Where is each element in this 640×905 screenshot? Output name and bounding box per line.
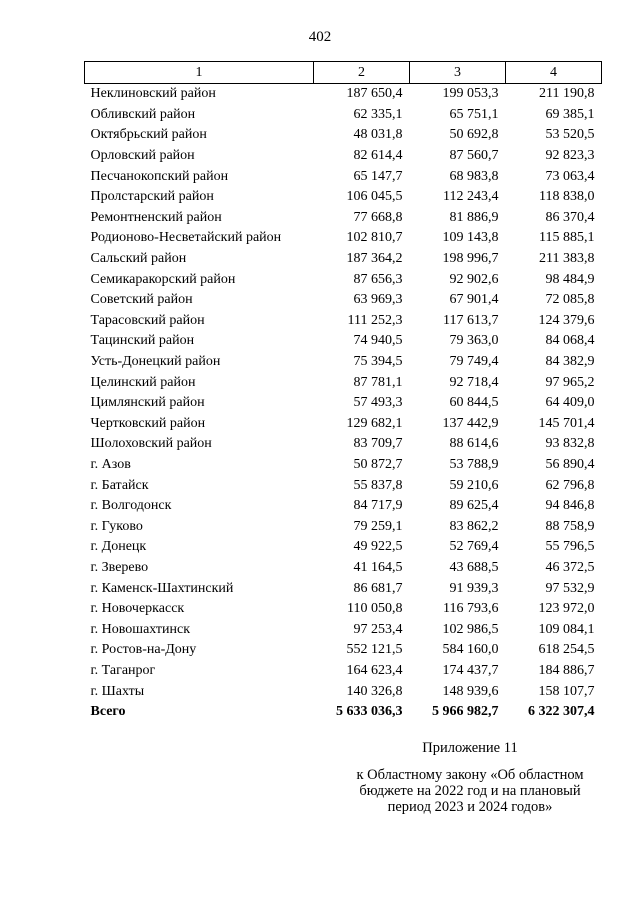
amount-cell-col-4: 211 190,8	[539, 86, 595, 102]
municipality-name-cell: Целинский район	[90, 374, 196, 390]
municipality-name-cell: Семикаракорский район	[90, 271, 236, 287]
table-row	[85, 84, 602, 105]
amount-cell-col-2: 48 031,8	[353, 127, 403, 143]
header-col-3: 3	[410, 62, 506, 84]
amount-cell-col-4: 86 370,4	[545, 209, 595, 225]
amount-cell-col-3: 198 996,7	[442, 251, 499, 267]
municipality-name-cell: г. Новочеркасск	[90, 601, 185, 617]
header-col-2: 2	[314, 62, 410, 84]
amount-cell-col-3: 79 363,0	[449, 333, 499, 349]
municipality-name-cell: Родионово-Несветайский район	[90, 230, 282, 246]
total-row	[85, 702, 602, 723]
amount-cell-col-3: 59 210,6	[449, 477, 499, 493]
amount-cell-col-2: 74 940,5	[353, 333, 403, 349]
amount-cell-col-4: 55 796,5	[545, 539, 595, 555]
amount-cell-col-2: 84 717,9	[353, 498, 403, 514]
table-body	[85, 84, 602, 723]
amount-cell-col-2: 75 394,5	[353, 354, 403, 370]
budget-table-container	[84, 61, 601, 722]
appendix-line: бюджете на 2022 год и на плановый	[359, 783, 581, 799]
municipality-name-cell: Тарасовский район	[90, 312, 205, 328]
table-row	[85, 208, 602, 229]
table-row	[85, 496, 602, 517]
amount-cell-col-2: 106 045,5	[346, 189, 403, 205]
amount-cell-col-3: 87 560,7	[449, 148, 499, 164]
amount-cell-col-4: 46 372,5	[545, 559, 595, 575]
amount-cell-col-3: 53 788,9	[449, 456, 499, 472]
amount-cell-col-4: 72 085,8	[545, 292, 595, 308]
municipality-name-cell: Октябрьский район	[90, 127, 207, 143]
amount-cell-col-2: 41 164,5	[353, 559, 403, 575]
amount-cell-col-4: 84 068,4	[545, 333, 595, 349]
municipality-name-cell: г. Каменск-Шахтинский	[90, 580, 234, 596]
table-row	[85, 681, 602, 702]
municipality-name-cell: Тацинский район	[90, 333, 195, 349]
amount-cell-col-4: 94 846,8	[545, 498, 595, 514]
amount-cell-col-2: 164 623,4	[346, 662, 403, 678]
municipality-name-cell: г. Батайск	[90, 477, 149, 493]
municipality-name-cell: г. Шахты	[90, 683, 145, 699]
table-row	[85, 599, 602, 620]
amount-cell-col-3: 81 886,9	[449, 209, 499, 225]
amount-cell-col-4: 115 885,1	[539, 230, 595, 246]
budget-table	[84, 61, 602, 722]
table-row	[85, 228, 602, 249]
amount-cell-col-2: 62 335,1	[353, 106, 403, 122]
amount-cell-col-3: 88 614,6	[449, 436, 499, 452]
municipality-name-cell: Цимлянский район	[90, 395, 205, 411]
amount-cell-col-2: 86 681,7	[353, 580, 403, 596]
amount-cell-col-2: 79 259,1	[353, 518, 403, 534]
table-row	[85, 311, 602, 332]
amount-cell-col-2: 552 121,5	[346, 642, 403, 658]
amount-cell-col-2: 187 650,4	[346, 86, 403, 102]
amount-cell-col-3: 148 939,6	[442, 683, 499, 699]
table-row	[85, 331, 602, 352]
amount-cell-col-4: 211 383,8	[539, 251, 595, 267]
amount-cell-col-2: 55 837,8	[353, 477, 403, 493]
table-row	[85, 414, 602, 435]
amount-cell-col-4: 53 520,5	[545, 127, 595, 143]
municipality-name-cell: Чертковский район	[90, 415, 206, 431]
table-row	[85, 578, 602, 599]
amount-cell-col-3: 92 718,4	[449, 374, 499, 390]
municipality-name-cell: г. Новошахтинск	[90, 621, 191, 637]
table-row	[85, 352, 602, 373]
amount-cell-col-3: 112 243,4	[443, 189, 499, 205]
amount-cell-col-2: 102 810,7	[346, 230, 403, 246]
amount-cell-col-2: 65 147,7	[353, 168, 403, 184]
amount-cell-col-3: 67 901,4	[449, 292, 499, 308]
amount-cell-col-4: 98 484,9	[545, 271, 595, 287]
table-row	[85, 475, 602, 496]
amount-cell-col-2: 77 668,8	[353, 209, 403, 225]
municipality-name-cell: Всего	[90, 704, 126, 720]
amount-cell-col-3: 102 986,5	[442, 621, 499, 637]
amount-cell-col-2: 83 709,7	[353, 436, 403, 452]
amount-cell-col-2: 82 614,4	[353, 148, 403, 164]
table-row	[85, 619, 602, 640]
amount-cell-col-4: 109 084,1	[538, 621, 595, 637]
amount-cell-col-2: 87 656,3	[353, 271, 403, 287]
municipality-name-cell: г. Азов	[90, 456, 131, 472]
amount-cell-col-2: 5 633 036,3	[336, 704, 403, 720]
amount-cell-col-3: 174 437,7	[442, 662, 499, 678]
municipality-name-cell: г. Донецк	[90, 539, 147, 555]
municipality-name-cell: Советский район	[90, 292, 193, 308]
amount-cell-col-3: 43 688,5	[449, 559, 499, 575]
amount-cell-col-3: 52 769,4	[449, 539, 499, 555]
table-row	[85, 187, 602, 208]
amount-cell-col-4: 69 385,1	[545, 106, 595, 122]
appendix-title: Приложение 11	[422, 740, 518, 756]
amount-cell-col-3: 584 160,0	[442, 642, 499, 658]
amount-cell-col-2: 129 682,1	[346, 415, 403, 431]
municipality-name-cell: Сальский район	[90, 251, 187, 267]
appendix-line: к Областному закону «Об областном	[356, 767, 584, 783]
amount-cell-col-4: 145 701,4	[538, 415, 595, 431]
amount-cell-col-2: 187 364,2	[346, 251, 403, 267]
municipality-name-cell: Неклиновский район	[90, 86, 216, 102]
table-row	[85, 105, 602, 126]
municipality-name-cell: Усть-Донецкий район	[90, 354, 221, 370]
amount-cell-col-2: 111 252,3	[347, 312, 403, 328]
amount-cell-col-3: 65 751,1	[449, 106, 499, 122]
header-col-4: 4	[506, 62, 602, 84]
amount-cell-col-3: 137 442,9	[442, 415, 499, 431]
municipality-name-cell: г. Ростов-на-Дону	[90, 642, 197, 658]
amount-cell-col-2: 57 493,3	[353, 395, 403, 411]
amount-cell-col-3: 109 143,8	[442, 230, 499, 246]
amount-cell-col-4: 97 965,2	[545, 374, 595, 390]
amount-cell-col-2: 49 922,5	[353, 539, 403, 555]
amount-cell-col-3: 5 966 982,7	[432, 704, 499, 720]
amount-cell-col-4: 88 758,9	[545, 518, 595, 534]
amount-cell-col-3: 79 749,4	[449, 354, 499, 370]
table-row	[85, 393, 602, 414]
municipality-name-cell: г. Таганрог	[90, 662, 156, 678]
municipality-name-cell: Обливский район	[90, 106, 196, 122]
amount-cell-col-3: 50 692,8	[449, 127, 499, 143]
page-number: 402	[308, 29, 332, 45]
table-row	[85, 661, 602, 682]
amount-cell-col-3: 116 793,6	[443, 601, 499, 617]
table-header-row	[85, 62, 602, 84]
amount-cell-col-4: 6 322 307,4	[528, 704, 595, 720]
amount-cell-col-3: 199 053,3	[442, 86, 499, 102]
table-row	[85, 146, 602, 167]
amount-cell-col-4: 73 063,4	[545, 168, 595, 184]
amount-cell-col-3: 91 939,3	[449, 580, 499, 596]
table-row	[85, 372, 602, 393]
amount-cell-col-3: 117 613,7	[443, 312, 499, 328]
table-row	[85, 640, 602, 661]
header-col-1: 1	[85, 62, 314, 84]
table-row	[85, 455, 602, 476]
amount-cell-col-4: 93 832,8	[545, 436, 595, 452]
amount-cell-col-4: 158 107,7	[538, 683, 595, 699]
table-row	[85, 434, 602, 455]
table-row	[85, 558, 602, 579]
municipality-name-cell: г. Гуково	[90, 518, 143, 534]
amount-cell-col-4: 118 838,0	[539, 189, 595, 205]
table-row	[85, 537, 602, 558]
amount-cell-col-4: 56 890,4	[545, 456, 595, 472]
amount-cell-col-4: 618 254,5	[538, 642, 595, 658]
amount-cell-col-3: 68 983,8	[449, 168, 499, 184]
municipality-name-cell: Пролстарский район	[90, 189, 214, 205]
amount-cell-col-4: 92 823,3	[545, 148, 595, 164]
amount-cell-col-4: 123 972,0	[538, 601, 595, 617]
municipality-name-cell: Ремонтненский район	[90, 209, 222, 225]
amount-cell-col-4: 97 532,9	[545, 580, 595, 596]
amount-cell-col-2: 97 253,4	[353, 621, 403, 637]
table-row	[85, 290, 602, 311]
table-row	[85, 516, 602, 537]
amount-cell-col-2: 140 326,8	[346, 683, 403, 699]
table-row	[85, 269, 602, 290]
amount-cell-col-4: 62 796,8	[545, 477, 595, 493]
amount-cell-col-3: 60 844,5	[449, 395, 499, 411]
amount-cell-col-3: 89 625,4	[449, 498, 499, 514]
municipality-name-cell: Шолоховский район	[90, 436, 212, 452]
amount-cell-col-2: 50 872,7	[353, 456, 403, 472]
amount-cell-col-4: 184 886,7	[538, 662, 595, 678]
table-row	[85, 125, 602, 146]
municipality-name-cell: Орловский район	[90, 148, 195, 164]
amount-cell-col-3: 92 902,6	[449, 271, 499, 287]
table-row	[85, 166, 602, 187]
amount-cell-col-4: 64 409,0	[545, 395, 595, 411]
table-row	[85, 249, 602, 270]
amount-cell-col-2: 110 050,8	[347, 601, 403, 617]
amount-cell-col-4: 124 379,6	[538, 312, 595, 328]
amount-cell-col-2: 63 969,3	[353, 292, 403, 308]
amount-cell-col-3: 83 862,2	[449, 518, 499, 534]
municipality-name-cell: Песчанокопский район	[90, 168, 229, 184]
amount-cell-col-2: 87 781,1	[353, 374, 403, 390]
appendix-line: период 2023 и 2024 годов»	[387, 799, 553, 815]
amount-cell-col-4: 84 382,9	[545, 354, 595, 370]
municipality-name-cell: г. Волгодонск	[90, 498, 172, 514]
municipality-name-cell: г. Зверево	[90, 559, 149, 575]
